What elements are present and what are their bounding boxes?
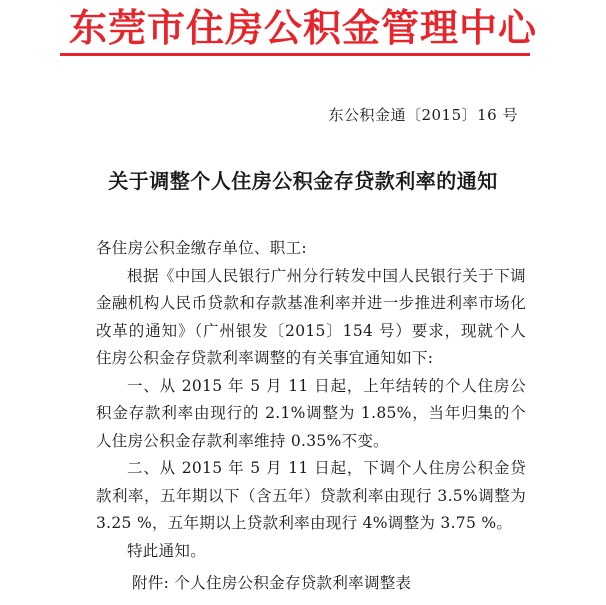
letterhead-red-rule: [60, 53, 530, 56]
organization-title: 东莞市住房公积金管理中心: [68, 6, 537, 50]
document-number: 东公积金通〔2015〕16 号: [328, 106, 518, 124]
letterhead: [0, 0, 606, 60]
paragraph-deposit-rate: 一、从 2015 年 5 月 11 日起，上年结转的个人住房公积金存款利率由现行的 2.1%调整为 1.85%，当年归集的个人住房公积金存款利率维持 0.35%不变。: [96, 376, 526, 450]
document-title: 关于调整个人住房公积金存贷款利率的通知: [108, 169, 498, 193]
attachment-line: 附件: 个人住房公积金存贷款利率调整表: [132, 574, 412, 592]
closing-notice: 特此通知。: [127, 541, 207, 560]
paragraph-loan-rate: 二、从 2015 年 5 月 11 日起，下调个人住房公积金贷款利率，五年期以下（含五年）贷款利率由现行 3.5%调整为 3.25 %，五年期以上贷款利率由现行 4%调整为 3.75 %。: [96, 459, 526, 532]
document-body: [96, 235, 526, 565]
paragraph-basis: 根据《中国人民银行广州分行转发中国人民银行关于下调金融机构人民币贷款和存款基准利率并进一步推进利率市场化改革的通知》（广州银发〔2015〕154 号）要求，现就个人住房公积金存贷款利率调整的有关事宜通知如下:: [96, 266, 526, 367]
salutation: 各住房公积金缴存单位、职工:: [96, 239, 307, 257]
